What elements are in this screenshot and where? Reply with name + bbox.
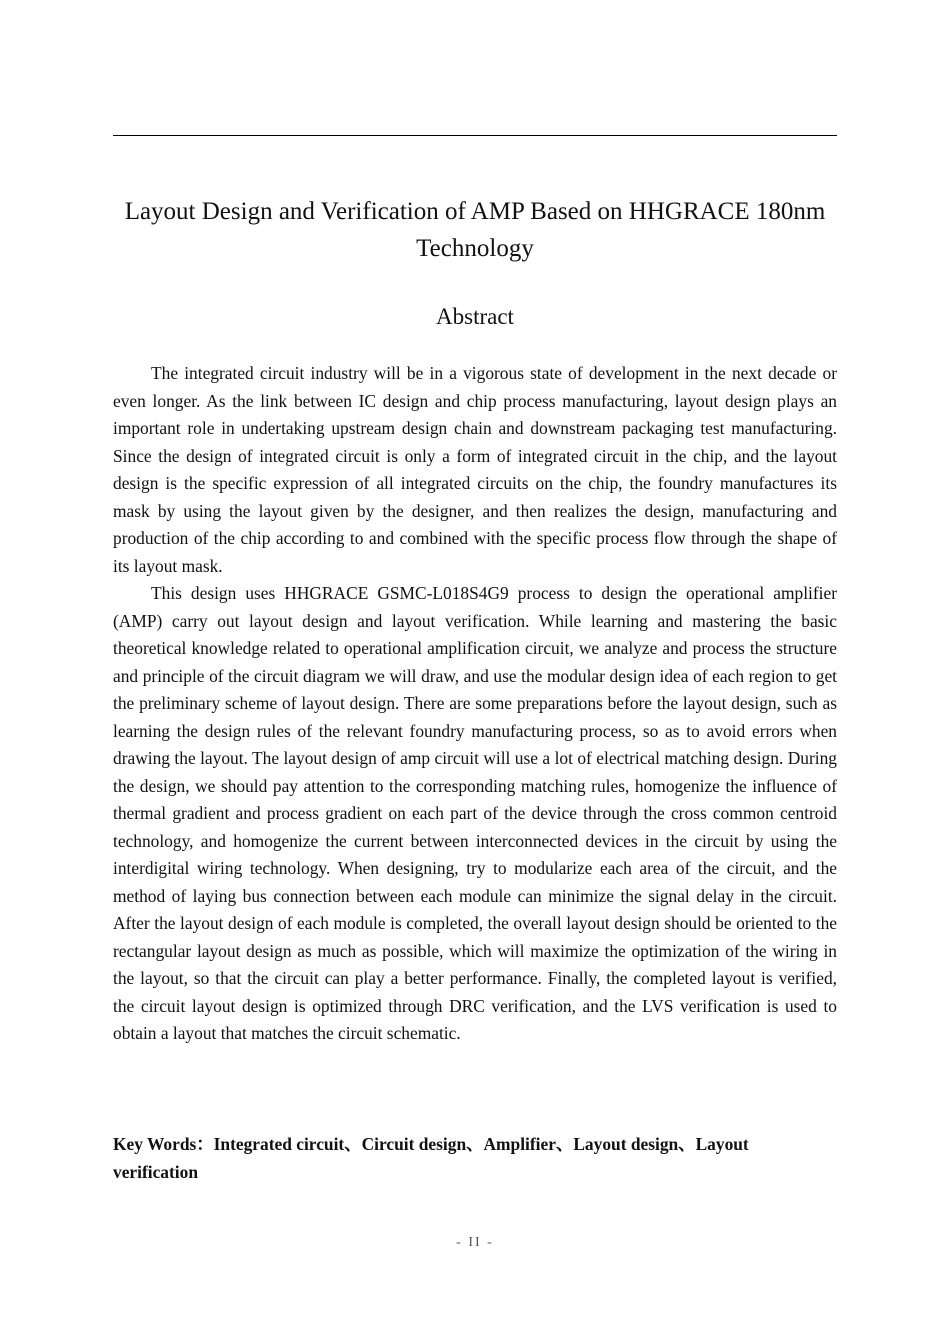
paper-title: Layout Design and Verification of AMP Based on HHGRACE 180nm Technology <box>124 198 826 262</box>
abstract-paragraph-2: This design uses HHGRACE GSMC-L018S4G9 process to design the operational amplifier (AMP) carry out layout design and layout verification. While learning and mastering the basic theoretical knowledge related to operational amplification circuit, we analyze and process the structure and principle of the circuit diagram we will draw, and use the modular design idea of each region to get the preliminary scheme of layout design. There are some preparations before the layout design, such as learning the design rules of the relevant foundry manufacturing process, so as to avoid errors when drawing the layout. The layout design of amp circuit will use a lot of electrical matching design. During the design, we should pay attention to the corresponding matching rules, homogenize the influence of thermal gradient and process gradient on each part of the device through the cross common centroid technology, and homogenize the current between interconnected devices in the circuit by using the interdigital wiring technology. When designing, try to modularize each area of the circuit, and the method of laying bus connection between each module can minimize the signal delay in the circuit. After the layout design of each module is completed, the overall layout design should be oriented to the rectangular layout design as much as possible, which will maximize the optimization of the wiring in the layout, so that the circuit can play a better performance. Finally, the completed layout is verified, the circuit layout design is optimized through DRC verification, and the LVS verification is used to obtain a layout that matches the circuit schematic. <box>113 583 837 1043</box>
header-rule <box>113 135 837 136</box>
abstract-body <box>113 360 837 1048</box>
page-number: - II - <box>456 1235 494 1250</box>
keywords: Key Words：Integrated circuit、Circuit design、Amplifier、Layout design、Layout verification <box>113 1134 749 1182</box>
abstract-heading: Abstract <box>436 304 514 329</box>
abstract-paragraph-1: The integrated circuit industry will be in a vigorous state of development in the next decade or even longer. As the link between IC design and chip process manufacturing, layout design plays an important role in undertaking upstream design chain and downstream packaging test manufacturing. Since the design of integrated circuit is only a form of integrated circuit in the chip, and the layout design is the specific expression of all integrated circuits on the chip, the foundry manufactures its mask by using the layout given by the designer, and then realizes the design, manufacturing and production of the chip according to and combined with the specific process flow through the shape of its layout mask. <box>113 363 837 576</box>
